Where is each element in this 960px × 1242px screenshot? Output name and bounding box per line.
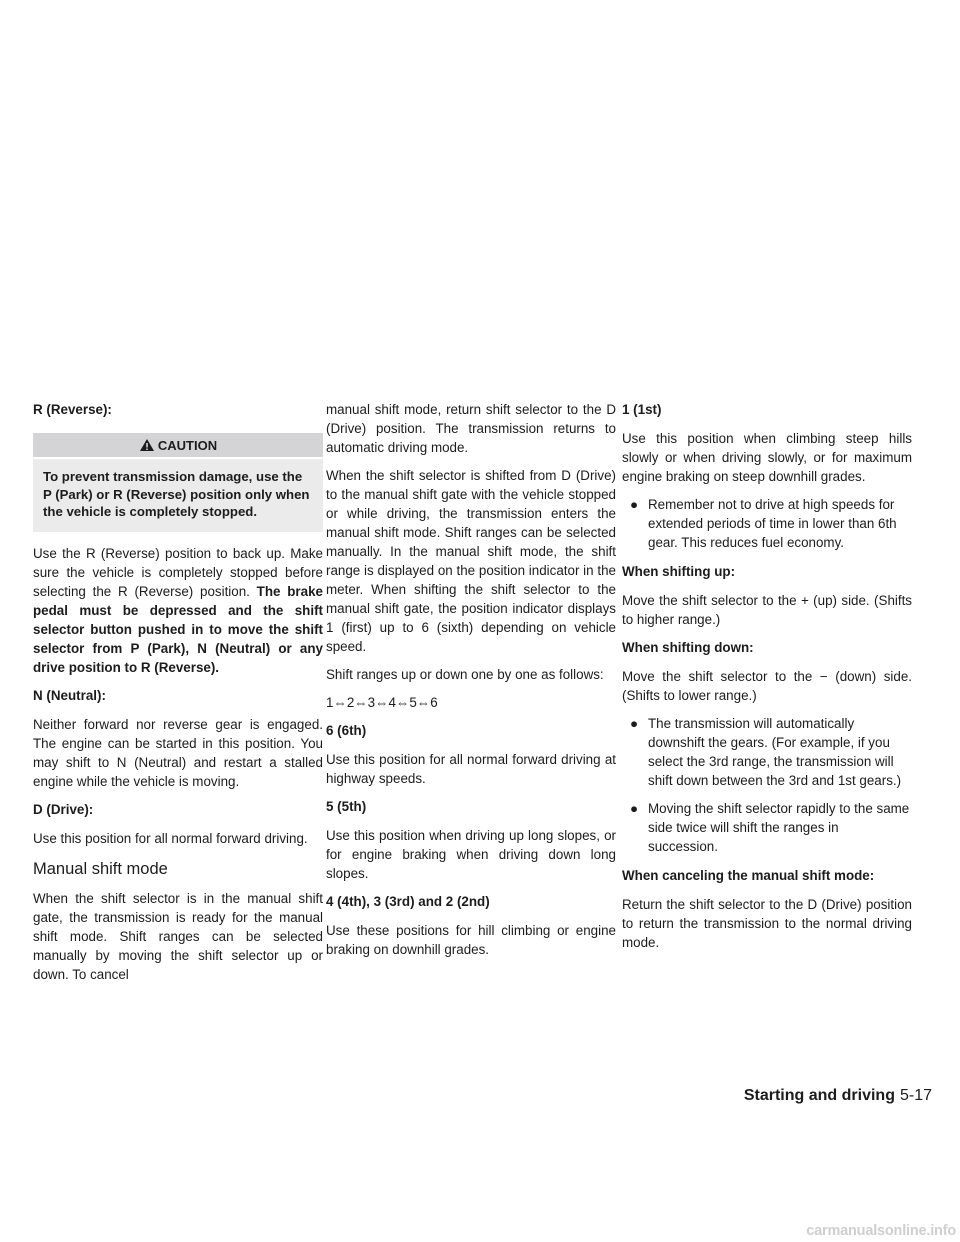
- column-left: [33, 400, 323, 993]
- watermark-text: carmanualsonline.info: [806, 1223, 956, 1239]
- paragraph-4th-3rd-2nd: Use these positions for hill climbing or engine braking on downhill grades.: [326, 923, 616, 957]
- heading-1st: 1 (1st): [622, 402, 662, 417]
- footer-section-title: Starting and driving: [743, 1087, 895, 1104]
- bullet-icon: ●: [630, 801, 639, 816]
- paragraph-shifting-up: Move the shift selector to the + (up) side. (Shifts to higher range.): [622, 593, 912, 627]
- column-middle: [326, 400, 616, 968]
- paragraph-1st: Use this position when climbing steep hills slowly or when driving slowly, or for maximum engine braking on steep downhill grades.: [622, 431, 912, 484]
- bullet-icon: ●: [630, 716, 639, 731]
- paragraph-6th: Use this position for all normal forward driving at highway speeds.: [326, 752, 616, 786]
- bullet-icon: ●: [630, 497, 639, 512]
- list-shifting-down: [622, 714, 912, 856]
- heading-4th-3rd-2nd: 4 (4th), 3 (3rd) and 2 (2nd): [326, 894, 490, 909]
- heading-shifting-up: When shifting up:: [622, 564, 736, 579]
- caution-text: To prevent transmission damage, use the P (Park) or R (Reverse) position only when the vehicle is completely stopped.: [33, 459, 323, 532]
- warning-triangle-icon: [139, 438, 155, 452]
- list-item: ● Moving the shift selector rapidly to the same side twice will shift the ranges in succession.: [630, 801, 910, 854]
- page-number: 5-17: [899, 1087, 932, 1104]
- list-item: ● The transmission will automatically downshift the gears. (For example, if you select the 3rd range, the transmission will shift down between the 3rd and 1st gears.): [630, 716, 902, 788]
- heading-canceling-manual: When canceling the manual shift mode:: [622, 868, 875, 883]
- list-item: ● Remember not to drive at high speeds for extended periods of time in lower than 6th gear. This reduces fuel economy.: [630, 497, 897, 550]
- neutral-paragraph: Neither forward nor reverse gear is engaged. The engine can be started in this position. You may shift to N (Neutral) and restart a stalled engine while the vehicle is moving.: [33, 716, 323, 789]
- ranges-sequence: 1⇔2⇔3⇔4⇔5⇔6: [326, 695, 438, 710]
- cancel-continued-paragraph: manual shift mode, return shift selector to the D (Drive) position. The transmission returns to automatic driving mode.: [326, 402, 616, 455]
- list-1st: [622, 495, 912, 552]
- paragraph-shifting-down: Move the shift selector to the − (down) side. (Shifts to lower range.): [622, 669, 912, 703]
- heading-reverse: R (Reverse):: [33, 402, 112, 417]
- column-right: [622, 400, 912, 961]
- heading-6th: 6 (6th): [326, 723, 367, 738]
- paragraph-canceling-manual: Return the shift selector to the D (Drive) position to return the transmission to the normal driving mode.: [622, 897, 912, 950]
- reverse-paragraph: [33, 544, 323, 677]
- caution-header: [33, 433, 323, 457]
- heading-shifting-down: When shifting down:: [622, 640, 754, 655]
- page-footer: [710, 1086, 932, 1105]
- heading-5th: 5 (5th): [326, 799, 367, 814]
- heading-drive: D (Drive):: [33, 801, 94, 817]
- ranges-intro: Shift ranges up or down one by one as follows:: [326, 667, 604, 682]
- reverse-bold-text: The brake pedal must be depressed and the shift selector button pushed in to move the shift selector from P (Park), N (Neutral) or any drive position to R (Reverse).: [33, 583, 323, 675]
- section-title-manual-shift: Manual shift mode: [33, 859, 168, 878]
- reverse-text: Use the R (Reverse) position to back up. Make sure the vehicle is completely stopped before selecting the R (Reverse) position.: [33, 545, 323, 599]
- manual-paragraph: When the shift selector is in the manual shift gate, the transmission is ready for the manual shift mode. Shift ranges can be selected manually by moving the shift selector up or down. To cancel: [33, 890, 323, 982]
- shifted-paragraph: When the shift selector is shifted from D (Drive) to the manual shift gate with the vehicle stopped or while driving, the transmission enters the manual shift mode. Shift ranges can be selected manually. In the manual shift mode, the shift range is displayed on the position indicator in the meter. When shifting the shift selector to the manual shift gate, the position indicator displays 1 (first) up to 6 (sixth) depending on vehicle speed.: [326, 468, 616, 654]
- caution-label: CAUTION: [157, 437, 218, 453]
- heading-neutral: N (Neutral):: [33, 687, 106, 703]
- drive-paragraph: Use this position for all normal forward driving.: [33, 830, 308, 846]
- paragraph-5th: Use this position when driving up long slopes, or for engine braking when driving down long slopes.: [326, 828, 616, 881]
